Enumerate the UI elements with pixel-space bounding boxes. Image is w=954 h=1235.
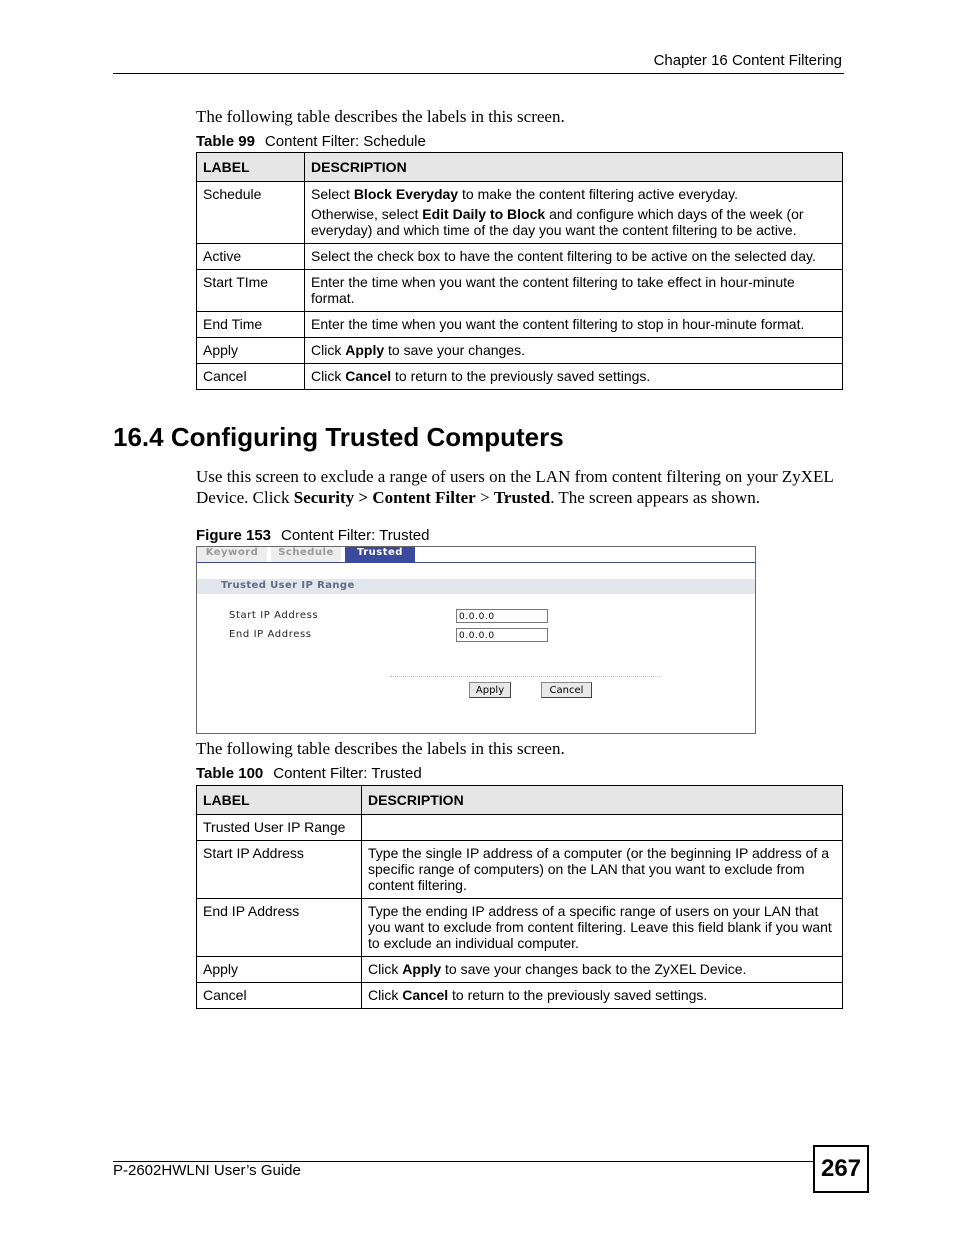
tab-keyword[interactable]: Keyword xyxy=(197,547,267,562)
table-100-caption xyxy=(196,765,422,782)
table-row xyxy=(197,364,843,390)
table-row xyxy=(197,244,843,270)
table-row xyxy=(197,338,843,364)
row-description: Type the single IP address of a computer (or the beginning IP address of a specific range of computers) on the LAN that you want to exclude from content filtering. xyxy=(362,841,843,899)
row-label: End IP Address xyxy=(197,899,362,957)
cancel-button[interactable]: Cancel xyxy=(541,682,592,698)
table-99 xyxy=(196,152,843,390)
figure-title: Content Filter: Trusted xyxy=(281,527,430,544)
section-bar-title: Trusted User IP Range xyxy=(221,580,355,591)
row-description xyxy=(362,815,843,841)
table-row xyxy=(197,957,843,983)
row-label: Apply xyxy=(197,957,362,983)
table-row xyxy=(197,312,843,338)
table-row xyxy=(197,841,843,899)
row-label: Cancel xyxy=(197,983,362,1009)
row-description: Select the check box to have the content filtering to be active on the selected day. xyxy=(305,244,843,270)
trusted-screenshot xyxy=(196,546,756,734)
row-description: Click Apply to save your changes. xyxy=(305,338,843,364)
start-ip-label: Start IP Address xyxy=(229,610,319,621)
column-header-label: LABEL xyxy=(197,786,362,815)
chapter-header: Chapter 16 Content Filtering xyxy=(653,52,842,69)
row-label: Apply xyxy=(197,338,305,364)
table-100-number: Table 100 xyxy=(196,765,264,782)
table-row xyxy=(197,270,843,312)
row-label: End Time xyxy=(197,312,305,338)
table-row xyxy=(197,983,843,1009)
row-label: Trusted User IP Range xyxy=(197,815,362,841)
row-description: Type the ending IP address of a specific range of users on your LAN that you want to exclude from content filtering. Leave this field blank if you want to exclude an individual computer. xyxy=(362,899,843,957)
table-row xyxy=(197,815,843,841)
row-label: Active xyxy=(197,244,305,270)
guide-title: P-2602HWLNI User’s Guide xyxy=(113,1162,301,1179)
intro-paragraph-3: The following table describes the labels in this screen. xyxy=(196,739,565,758)
column-header-description: DESCRIPTION xyxy=(362,786,843,815)
tab-bar xyxy=(197,547,419,562)
end-ip-label: End IP Address xyxy=(229,629,312,640)
section-heading: 16.4 Configuring Trusted Computers xyxy=(113,422,564,452)
figure-number: Figure 153 xyxy=(196,527,272,544)
table-100 xyxy=(196,785,843,1009)
apply-button[interactable]: Apply xyxy=(469,682,511,698)
intro-paragraph-1: The following table describes the labels in this screen. xyxy=(196,107,565,126)
row-description: Enter the time when you want the content filtering to take effect in hour-minute format. xyxy=(305,270,843,312)
end-ip-input[interactable]: 0.0.0.0 xyxy=(456,628,548,642)
table-99-title: Content Filter: Schedule xyxy=(264,133,426,150)
table-99-number: Table 99 xyxy=(196,133,255,150)
figure-153-caption xyxy=(196,527,429,544)
row-label: Cancel xyxy=(197,364,305,390)
page-number: 267 xyxy=(813,1145,869,1193)
header-rule xyxy=(113,73,844,74)
divider xyxy=(390,676,660,677)
table-100-title: Content Filter: Trusted xyxy=(273,765,422,782)
column-header-description: DESCRIPTION xyxy=(305,153,843,182)
tab-schedule[interactable]: Schedule xyxy=(271,547,341,562)
intro-paragraph-2: Use this screen to exclude a range of users on the LAN from content filtering on your ZyXEL Device. Click Security > Content Filter > Trusted. The screen appears as shown. xyxy=(196,467,834,507)
row-description: Select Block Everyday to make the content filtering active everyday. Otherwise, select Edit Daily to Block and configure which days of the week (or everyday) and which time of the day you want the content filtering to be active. xyxy=(305,182,843,244)
table-row xyxy=(197,182,843,244)
start-ip-input[interactable]: 0.0.0.0 xyxy=(456,609,548,623)
row-label: Schedule xyxy=(197,182,305,244)
row-label: Start TIme xyxy=(197,270,305,312)
row-description: Enter the time when you want the content filtering to stop in hour-minute format. xyxy=(305,312,843,338)
tab-trusted[interactable]: Trusted xyxy=(345,547,415,562)
row-description: Click Cancel to return to the previously saved settings. xyxy=(362,983,843,1009)
row-description: Click Apply to save your changes back to the ZyXEL Device. xyxy=(362,957,843,983)
tab-underline xyxy=(197,562,755,563)
row-description: Click Cancel to return to the previously saved settings. xyxy=(305,364,843,390)
table-row xyxy=(197,899,843,957)
table-header-row xyxy=(197,153,843,182)
column-header-label: LABEL xyxy=(197,153,305,182)
row-label: Start IP Address xyxy=(197,841,362,899)
table-header-row xyxy=(197,786,843,815)
table-99-caption xyxy=(196,133,426,150)
section-bar xyxy=(197,579,755,594)
